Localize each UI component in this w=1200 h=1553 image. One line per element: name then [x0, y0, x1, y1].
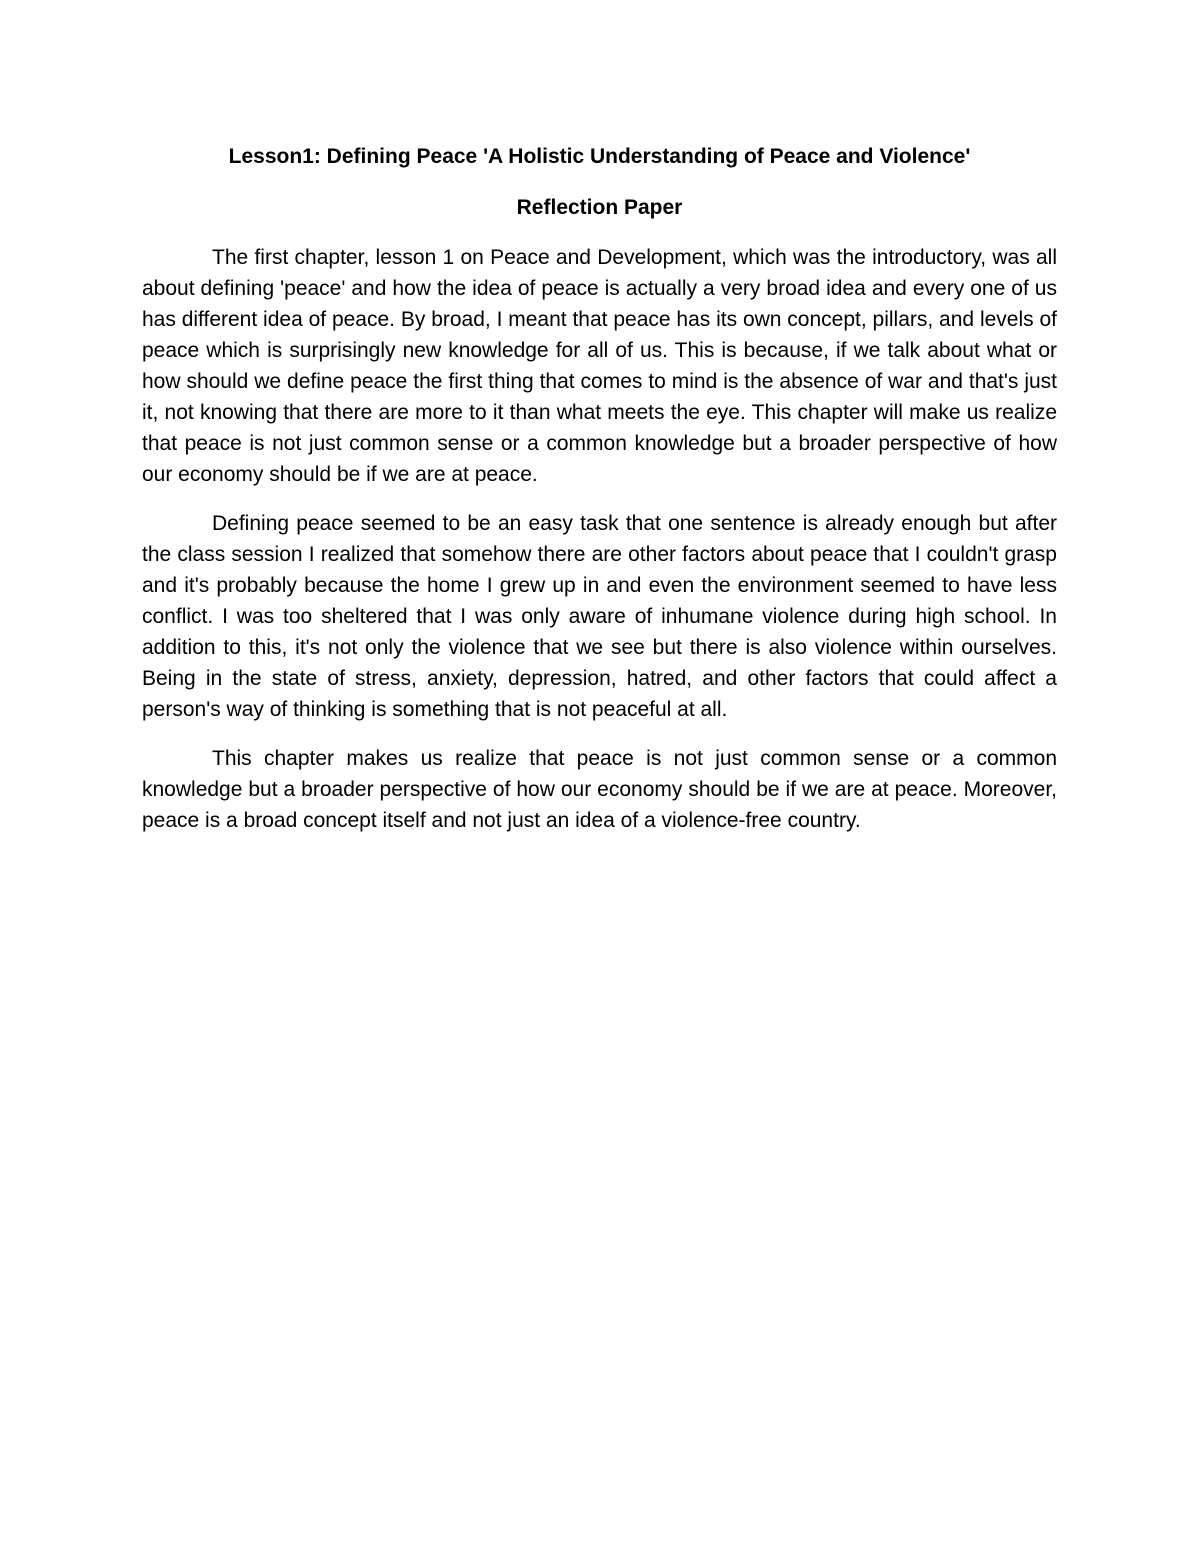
document-body: [142, 142, 1057, 836]
document-title: Lesson1: Defining Peace 'A Holistic Understanding of Peace and Violence': [228, 145, 971, 168]
paragraph-1: The first chapter, lesson 1 on Peace and Development, which was the introductory, was all about defining 'peace' and how the idea of peace is actually a very broad idea and every one of us has different idea of peace. By broad, I meant that peace has its own concept, pillars, and levels of peace which is surprisingly new knowledge for all of us. This is because, if we talk about what or how should we define peace the first thing that comes to mind is the absence of war and that's just it, not knowing that there are more to it than what meets the eye. This chapter will make us realize that peace is not just common sense or a common knowledge but a broader perspective of how our economy should be if we are at peace.: [142, 246, 1057, 486]
paragraph-3: This chapter makes us realize that peace is not just common sense or a common knowledge but a broader perspective of how our economy should be if we are at peace. Moreover, peace is a broad concept itself and not just an idea of a violence-free country.: [142, 747, 1057, 832]
paragraph-2: Defining peace seemed to be an easy task that one sentence is already enough but after the class session I realized that somehow there are other factors about peace that I couldn't grasp and it's probably because the home I grew up in and even the environment seemed to have less conflict. I was too sheltered that I was only aware of inhumane violence during high school. In addition to this, it's not only the violence that we see but there is also violence within ourselves. Being in the state of stress, anxiety, depression, hatred, and other factors that could affect a person's way of thinking is something that is not peaceful at all.: [142, 512, 1057, 721]
document-subtitle: Reflection Paper: [516, 196, 683, 219]
